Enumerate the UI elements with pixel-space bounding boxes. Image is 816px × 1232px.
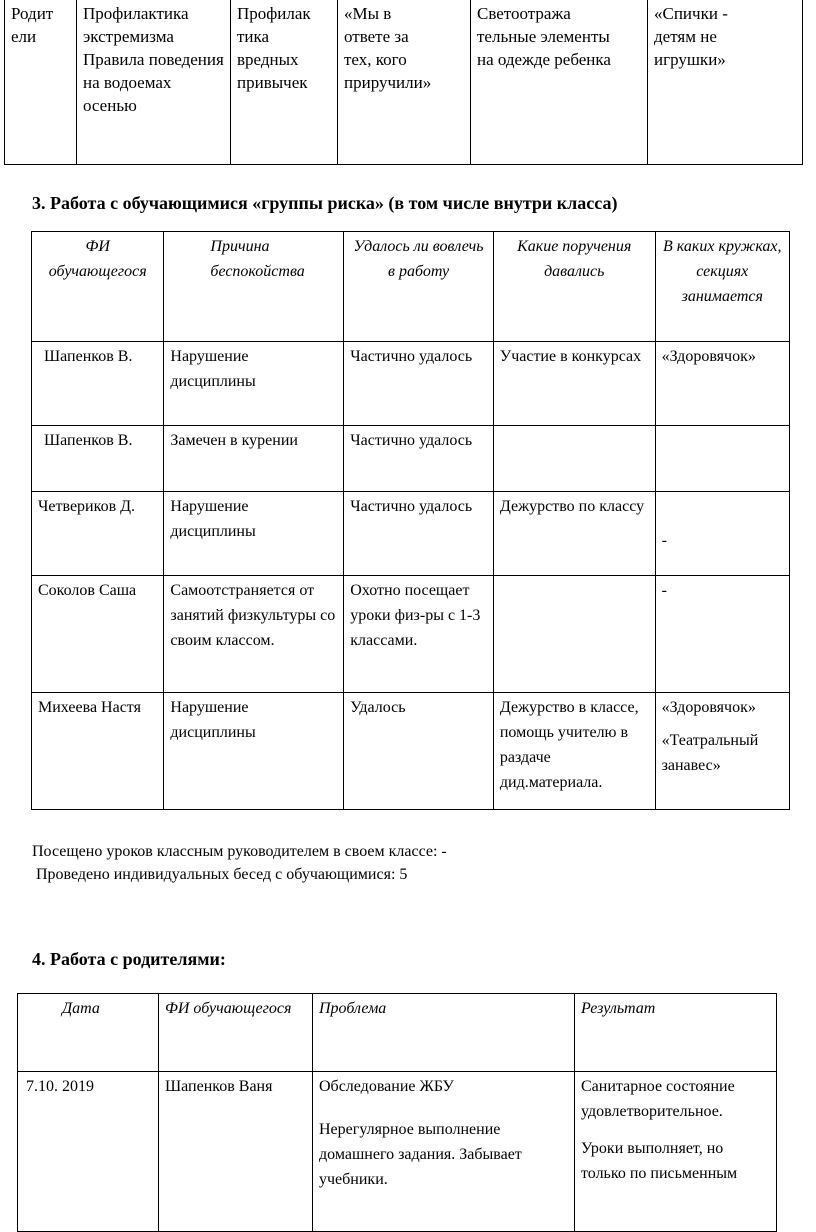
table-cell: - [661,532,667,549]
table-header-row [32,232,790,342]
talks-text: Проведено индивидуальных бесед с обучающимися: 5 [32,866,408,883]
table-cell: Участие в конкурсах [499,348,642,365]
table-cell: «Здоровячок» [661,699,756,716]
events-cell-text: Родит ели [11,4,54,46]
table-cell: Четвериков Д. [38,498,136,515]
events-cell-text: «Мы в ответе за тех, кого приручили» [344,4,432,92]
table-cell: Дежурство в классе, помощь учителю в раздаче дид.материала. [499,699,639,791]
table-cell: Соколов Саша [38,582,137,599]
table-row [32,693,790,810]
table-cell [656,426,789,430]
table-cell: Шапенков Ваня [165,1078,273,1095]
table-cell: Дежурство по классу [499,498,645,515]
table-cell-extra: «Театральный занавес» [661,732,759,774]
table-cell: Частично удалось [350,348,473,365]
table-cell: Нерегулярное выполнение домашнего задания. Забывает учебники. [319,1121,522,1188]
col-header: Дата [62,1000,100,1017]
table-row [32,492,790,576]
table-cell: Уроки выполняет, но только по письменным [581,1140,738,1182]
table-row [32,342,790,426]
events-cell-text: Профилак тика вредных привычек [237,4,311,92]
table-cell: «Здоровячок» [661,348,756,365]
table-cell: Частично удалось [350,498,473,515]
events-table [4,0,803,165]
table-cell: Частично удалось [350,432,473,449]
table-cell: Шапенков В. [44,348,133,365]
table-cell: Нарушение дисциплины [170,699,256,741]
table-header-row [18,994,777,1072]
events-cell [5,0,77,165]
table-cell [494,576,655,580]
table-cell [494,426,655,430]
events-cell [338,0,471,165]
table-cell: Шапенков В. [44,432,133,449]
col-header: ФИ обучающегося [165,1000,292,1017]
col-header: Проблема [319,1000,387,1017]
col-header: Результат [581,1000,656,1017]
table-cell: Нарушение дисциплины [170,348,256,390]
events-cell [648,0,803,165]
table-cell: Охотно посещает уроки физ-ры с 1-3 классами. [350,582,481,649]
table-cell: Самоотстраняется от занятий физкультуры со своим классом. [170,582,336,649]
col-header: Какие поручения давались [517,238,632,280]
section3-heading: 3. Работа с обучающимися «группы риска» (в том числе внутри класса) [32,193,618,213]
visits-text: Посещено уроков классным руководителем в своем классе: - [32,843,447,860]
events-cell-text: Светоотража тельные элементы на одежде ребенка [477,4,611,69]
table-cell: Удалось [350,699,406,716]
table-cell: 7.10. 2019 [26,1078,94,1095]
parents-table [17,993,777,1232]
events-cell-text: Профилактика экстремизма Правила поведения на водоемах осенью [83,4,224,115]
events-cell-text: «Спички - детям не игрушки» [654,4,728,69]
col-header: Удалось ли вовлечь в работу [353,238,484,280]
table-row [32,426,790,492]
table-cell: - [661,582,667,599]
table-cell: Михеева Настя [38,699,141,716]
events-cell [471,0,648,165]
events-cell [77,0,231,165]
events-cell [231,0,338,165]
table-cell: Санитарное состояние удовлетворительное. [581,1078,735,1120]
table-cell: Обследование ЖБУ [319,1078,454,1095]
table-row [18,1072,777,1232]
col-header: В каких кружках, секциях занимается [663,238,782,305]
table-cell: Нарушение дисциплины [170,498,256,540]
table-cell: Замечен в курении [170,432,298,449]
risk-group-table [31,231,790,810]
section4-heading: 4. Работа с родителями: [32,949,226,969]
col-header: Причина беспокойства [210,238,305,280]
table-row [32,576,790,693]
col-header: ФИ обучающегося [48,238,147,280]
